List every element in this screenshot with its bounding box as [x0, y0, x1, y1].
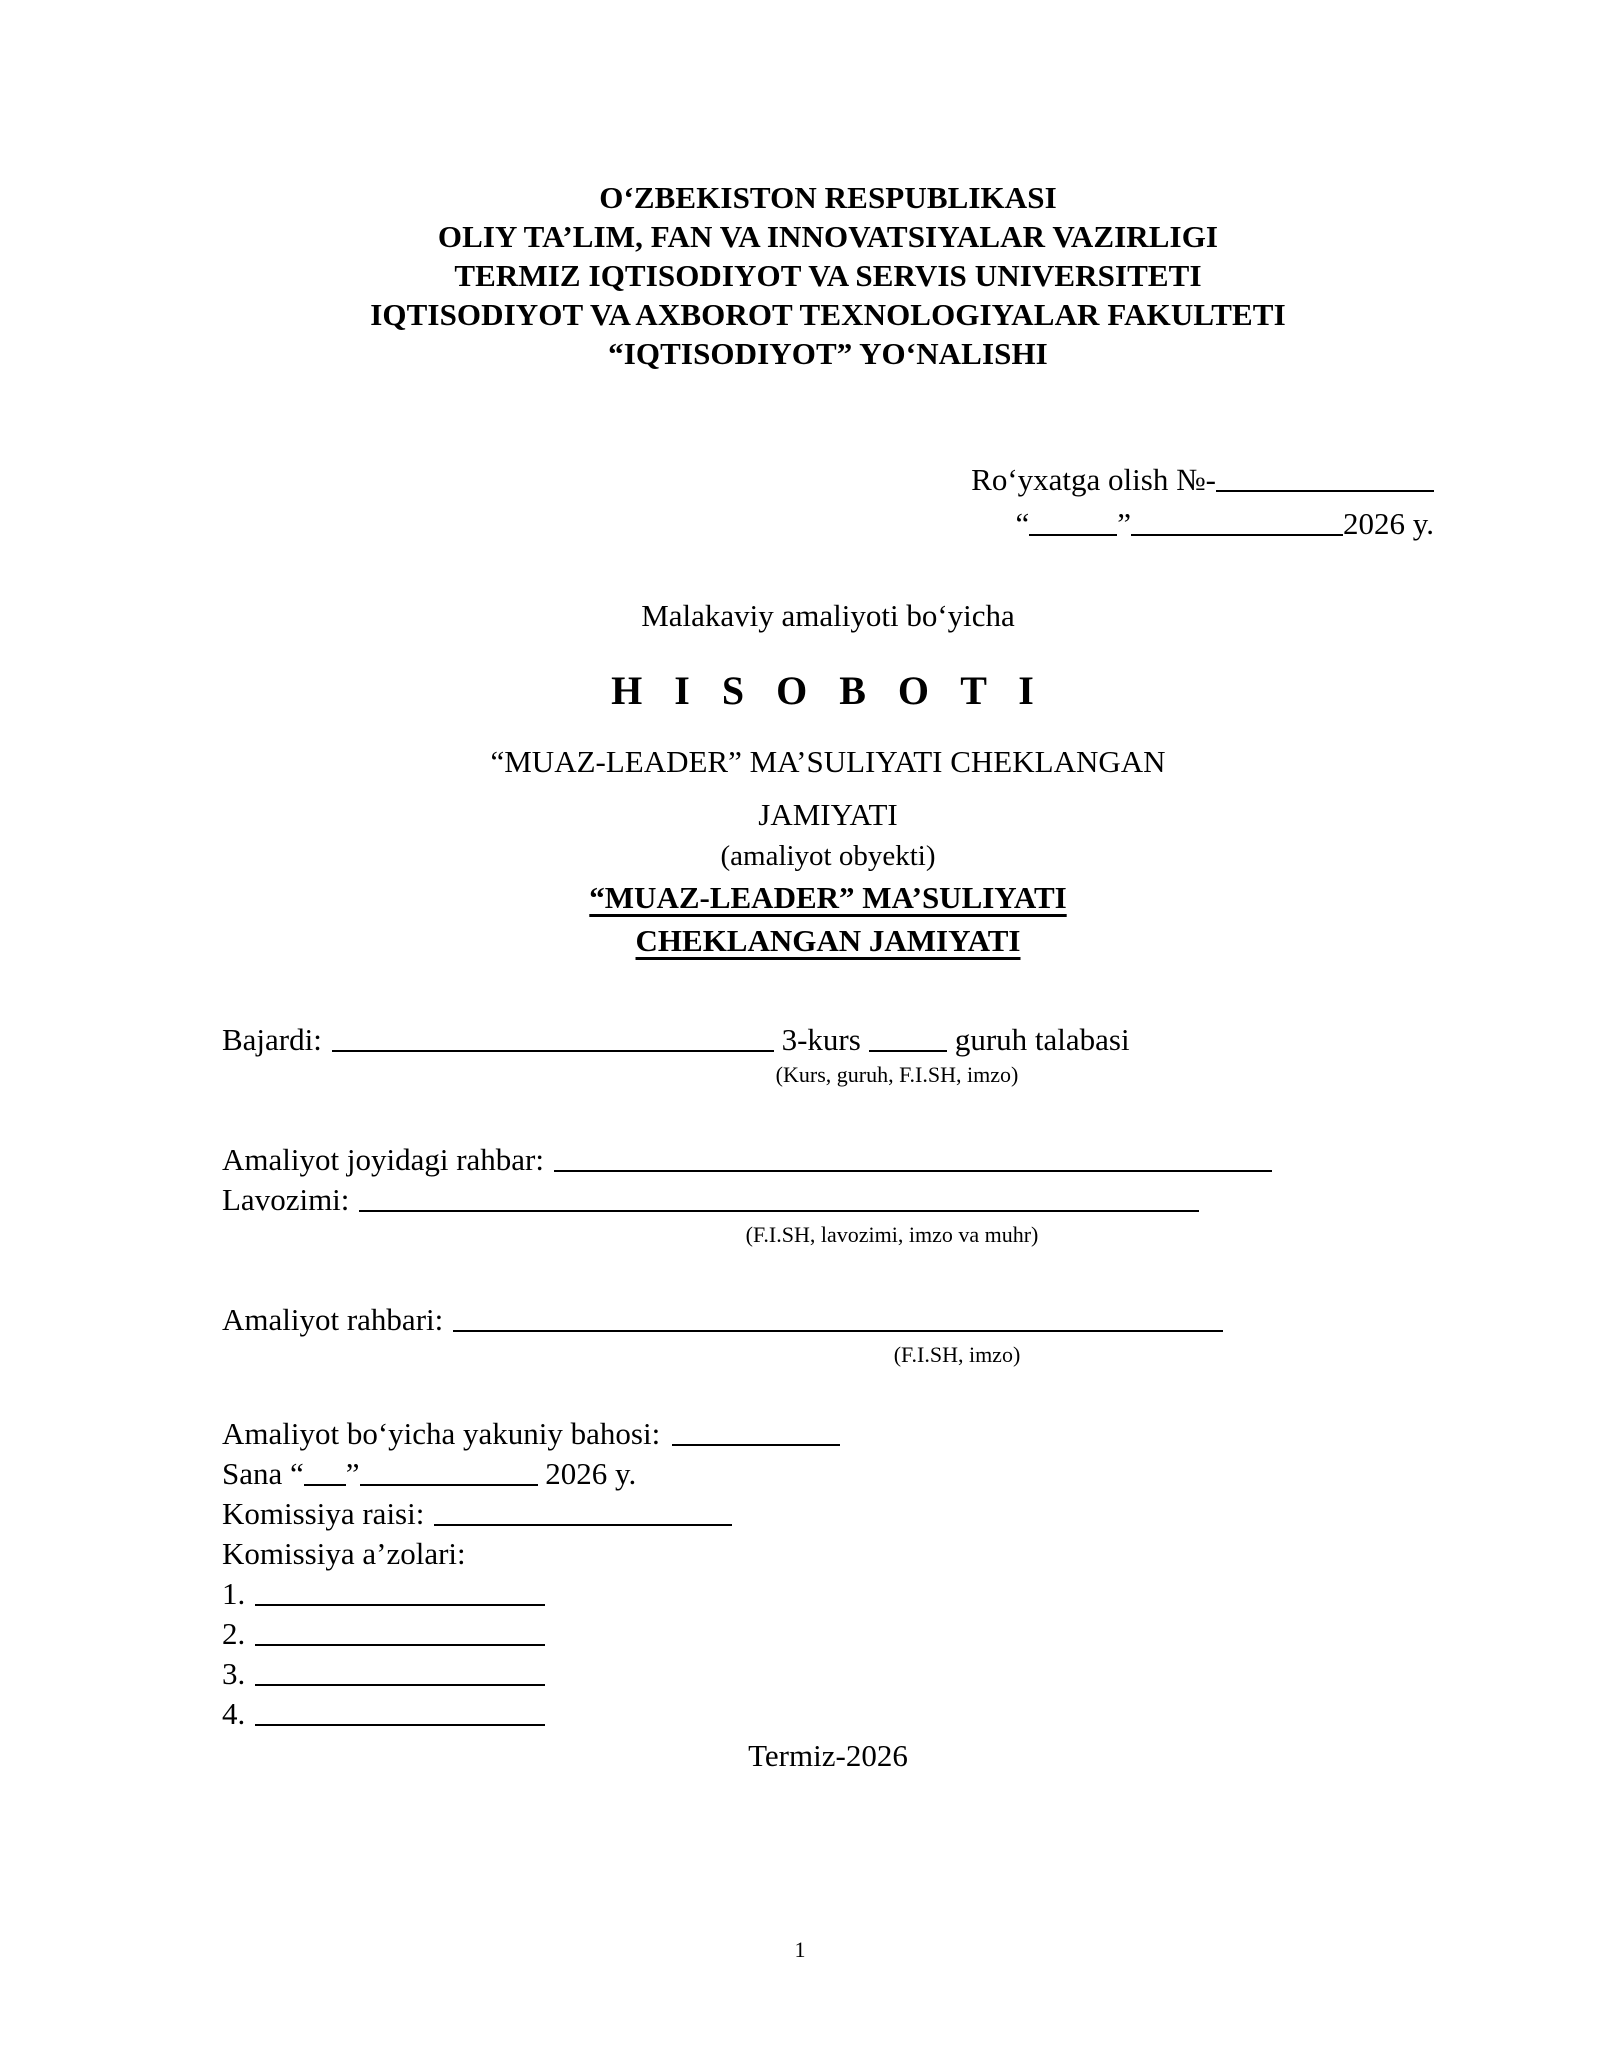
final-grade-row [222, 1414, 1452, 1454]
supervisor-caption: (F.I.SH, lavozimi, imzo va muhr) [745, 1222, 1039, 1247]
member-number-4: 4. [222, 1696, 246, 1731]
member-number-1: 1. [222, 1576, 246, 1611]
spacer-3 [222, 1370, 1452, 1414]
practice-head-blank[interactable] [453, 1308, 1223, 1332]
bajardi-group-suffix: guruh talabasi [954, 1022, 1130, 1057]
date-month-blank[interactable] [360, 1462, 538, 1486]
site-supervisor-row [222, 1140, 1452, 1180]
place-year-footer: Termiz-2026 [748, 1738, 908, 1773]
member-blank-4[interactable] [255, 1702, 545, 1726]
organization-name-line-2: JAMIYATI [758, 797, 898, 832]
registration-number-label: Ro‘yxatga olish №- [971, 462, 1216, 497]
registration-number-blank[interactable] [1216, 468, 1434, 492]
position-blank[interactable] [359, 1188, 1199, 1212]
registration-number-line [222, 458, 1434, 502]
commission-chair-row [222, 1494, 1452, 1534]
bajardi-row [222, 1020, 1452, 1060]
organization-bold-line-1 [222, 876, 1434, 919]
date-day-blank[interactable] [304, 1462, 346, 1486]
form-fields [222, 1020, 1452, 1734]
commission-member-row-3 [222, 1654, 1452, 1694]
member-number-2: 2. [222, 1616, 246, 1651]
date-label: Sana [222, 1456, 283, 1491]
organization-bold-text-2: CHEKLANGAN JAMIYATI [635, 923, 1021, 958]
title-block [222, 592, 1434, 962]
bajardi-label: Bajardi: [222, 1022, 322, 1057]
position-row [222, 1180, 1452, 1220]
report-subtitle: Malakaviy amaliyoti bo‘yicha [641, 598, 1015, 633]
registration-year: 2026 y. [1343, 506, 1434, 541]
practice-head-caption: (F.I.SH, imzo) [893, 1342, 1021, 1367]
commission-chair-blank[interactable] [434, 1502, 732, 1526]
spacer-2 [222, 1250, 1452, 1300]
site-supervisor-blank[interactable] [554, 1148, 1272, 1172]
member-blank-1[interactable] [255, 1582, 545, 1606]
page-number: 1 [794, 1937, 806, 1962]
header-line-3: TERMIZ IQTISODIYOT VA SERVIS UNIVERSITETI [454, 258, 1202, 293]
member-number-3: 3. [222, 1656, 246, 1691]
site-supervisor-label: Amaliyot joyidagi rahbar: [222, 1142, 544, 1177]
bajardi-name-blank[interactable] [332, 1028, 774, 1052]
header-line-1: O‘ZBEKISTON RESPUBLIKASI [599, 180, 1057, 215]
header-line-2: OLIY TA’LIM, FAN VA INNOVATSIYALAR VAZIRLIGI [437, 219, 1219, 254]
commission-member-row-2 [222, 1614, 1452, 1654]
organization-bold-line-2 [222, 919, 1434, 962]
date-quote-open: “ [1015, 506, 1030, 541]
commission-member-row-4 [222, 1694, 1452, 1734]
bajardi-group-blank[interactable] [869, 1028, 947, 1052]
organization-bold-text-1: “MUAZ-LEADER” MA’SULIYATI [589, 880, 1067, 915]
bajardi-caption: (Kurs, guruh, F.I.SH, imzo) [775, 1062, 1019, 1087]
registration-date-line [222, 502, 1434, 546]
commission-chair-label: Komissiya raisi: [222, 1496, 425, 1531]
bajardi-course-label: 3-kurs [781, 1022, 861, 1057]
organization-name-line-1: “MUAZ-LEADER” MA’SULIYATI CHEKLANGAN [490, 744, 1166, 779]
date-quote-open-2: “ [290, 1456, 304, 1491]
spacer-1 [222, 1090, 1452, 1140]
position-label: Lavozimi: [222, 1182, 350, 1217]
date-year-label: 2026 y. [545, 1456, 637, 1491]
final-grade-label: Amaliyot bo‘yicha yakuniy bahosi: [222, 1416, 661, 1451]
commission-members-label: Komissiya a’zolari: [222, 1536, 466, 1571]
final-grade-blank[interactable] [672, 1422, 840, 1446]
practice-head-row [222, 1300, 1452, 1340]
date-quote-close-2: ” [345, 1456, 360, 1491]
page-title: H I S O B O T I [611, 668, 1045, 713]
practice-head-label: Amaliyot rahbari: [222, 1302, 444, 1337]
date-quote-close: ” [1117, 506, 1131, 541]
header-line-5: “IQTISODIYOT” YO‘NALISHI [608, 336, 1048, 371]
registration-block [222, 458, 1434, 546]
registration-month-blank[interactable] [1131, 512, 1343, 536]
commission-member-row-1 [222, 1574, 1452, 1614]
commission-members-label-row [222, 1534, 1452, 1574]
registration-day-blank[interactable] [1029, 512, 1117, 536]
member-blank-2[interactable] [255, 1622, 545, 1646]
header-line-4: IQTISODIYOT VA AXBOROT TEXNOLOGIYALAR FAKULTETI [370, 297, 1286, 332]
practice-object-note: (amaliyot obyekti) [720, 840, 936, 872]
document-header [222, 178, 1434, 373]
date-row [222, 1454, 1452, 1494]
member-blank-3[interactable] [255, 1662, 545, 1686]
